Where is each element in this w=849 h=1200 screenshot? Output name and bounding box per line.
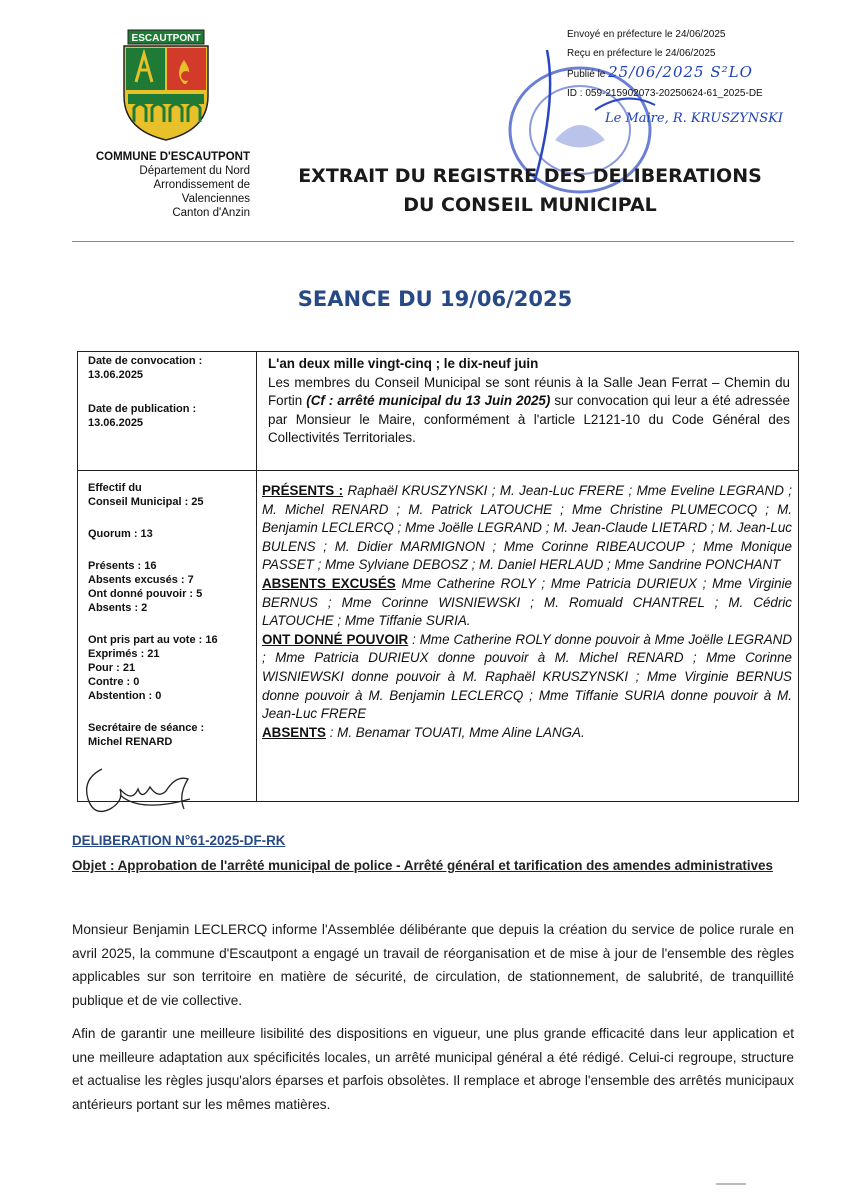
stamp-published-handwritten: 25/06/2025 S²LO	[608, 63, 753, 81]
commune-name: COMMUNE D'ESCAUTPONT	[95, 151, 250, 163]
stamp-published	[567, 63, 763, 84]
convocation-label: Date de convocation :	[88, 355, 203, 367]
commune-line: Canton d'Anzin	[172, 207, 250, 219]
objet-text: Approbation de l'arrêté municipal de police - Arrêté général et tarification des amendes administratives	[114, 858, 773, 873]
deliberation-number: DELIBERATION N°61-2025-DF-RK	[72, 833, 286, 848]
quorum: Quorum : 13	[88, 528, 153, 540]
header-divider	[72, 241, 794, 242]
stamp-published-label: Publié le	[567, 69, 606, 80]
commune-line: Département du Nord	[139, 165, 250, 177]
secretaire-name: Michel RENARD	[88, 736, 173, 748]
session-date-text: L'an deux mille vingt-cinq ; le dix-neuf juin	[268, 356, 539, 371]
body-paragraph-1: Monsieur Benjamin LECLERCQ informe l'Assemblée délibérante que depuis la création du service de police rurale en avril 2025, la commune d'Escautpont a engagé un travail de réorganisation et de mise à jour de l'ensemble des règles applicables sur son territoire en matière de sécurité, de circulation, de stationnement, de salubrité, de tranquillité publique et de vie collective.	[72, 922, 794, 1008]
objet-label: Objet :	[72, 858, 115, 873]
stamp-sent: Envoyé en préfecture le 24/06/2025	[567, 29, 726, 40]
publication-label: Date de publication :	[88, 403, 197, 415]
table-row-divider	[78, 470, 798, 471]
document-title	[270, 162, 790, 220]
presents-count: Présents : 16	[88, 560, 157, 572]
body-paragraph-2: Afin de garantir une meilleure lisibilité des dispositions en vigueur, une plus grande efficacité dans leur application et une meilleure adaptation aux spécificités locales, un arrêté municipal général a été rédigé. Celui-ci regroupe, structure et actualise les règles jusqu'alors éparses et parfois obsolètes. Il remplace et abroge l'ensemble des arrêtés municipaux antérieurs portant sur les mêmes matières.	[72, 1026, 794, 1112]
stamp-received: Reçu en préfecture le 24/06/2025	[567, 48, 716, 59]
abstention-count: Abstention : 0	[88, 690, 162, 702]
prefecture-stamp	[567, 25, 763, 103]
convocation-date: 13.06.2025	[88, 369, 144, 381]
commune-crest	[118, 30, 214, 142]
seal-handwritten: Le Maire, R. KRUSZYNSKI	[605, 111, 784, 126]
effectif-value: Conseil Municipal : 25	[88, 496, 204, 508]
effectif-label: Effectif du	[88, 482, 142, 494]
attendance-text	[262, 482, 792, 742]
page-mark	[716, 1183, 746, 1185]
title-line-1: EXTRAIT DU REGISTRE DES DELIBERATIONS	[298, 165, 762, 187]
commune-line: Arrondissement de	[153, 179, 250, 191]
publication-date: 13.06.2025	[88, 417, 144, 429]
absents-list: : M. Benamar TOUATI, Mme Aline LANGA.	[326, 724, 585, 740]
arrete-reference: (Cf : arrêté municipal du 13 Juin 2025)	[306, 393, 551, 409]
secretaire-label: Secrétaire de séance :	[88, 722, 205, 734]
excuses-label: ABSENTS EXCUSÉS	[262, 575, 396, 591]
excuses-paragraph	[262, 575, 792, 631]
session-intro-text: Les membres du Conseil Municipal se sont réunis à la Salle Jean Ferrat – Chemin du Fortin (Cf : arrêté municipal du 13 Juin 2025) sur convocation qui leur a été adressée par Monsieur le Maire, conformément à l'article L2121-10 du Code Général des Collectivités Territoriales.	[268, 374, 790, 446]
pouvoir-count: Ont donné pouvoir : 5	[88, 588, 203, 600]
stamp-id: ID : 059-215902073-20250624-61_2025-DE	[567, 88, 763, 99]
deliberation-objet	[72, 857, 794, 875]
vote-count: Ont pris part au vote : 16	[88, 634, 218, 646]
pouvoir-paragraph	[262, 631, 792, 724]
commune-line: Valenciennes	[181, 193, 250, 205]
counts-cell	[88, 481, 258, 749]
presents-label: PRÉSENTS :	[262, 483, 344, 498]
secretary-signature	[80, 765, 210, 820]
crest-banner-text: ESCAUTPONT	[131, 33, 201, 44]
absents-label: ABSENTS	[262, 724, 326, 740]
excuses-list: Mme Catherine ROLY ; Mme Patricia DURIEUX ; Mme Virginie BERNUS ; Mme Corinne WISNIEWSKI ; M. Romuald CHANTREL ; M. Cédric LATOUCHE ; Mme Tiffanie SURIA.	[262, 575, 792, 629]
presents-paragraph	[262, 482, 792, 575]
presents-list: Raphaël KRUSZYNSKI ; M. Jean-Luc FRERE ; Mme Eveline LEGRAND ; M. Michel RENARD ; M. Patrick LATOUCHE ; Mme Christine PLUMECOCQ ; M. Benjamin LECLERCQ ; Mme Joëlle LEGRAND ; M. Jean-Claude LIETARD ; M. Jean-Luc BULENS ; M. Didier MARMIGNON ; Mme Corinne RIBEAUCOUP ; Mme Monique PASSET ; Mme Sylviane DEBOSZ ; M. Daniel HERLAUD ; Mme Sandrine PONCHANT	[262, 483, 793, 573]
contre-count: Contre : 0	[88, 676, 140, 688]
pouvoir-list: : Mme Catherine ROLY donne pouvoir à Mme Joëlle LEGRAND ; Mme Patricia DURIEUX donne pouvoir à M. Michel RENARD ; Mme Corinne WISNIEWSKI donne pouvoir à M. Raphaël KRUSZYNSKI ; Mme Virginie BERNUS donne pouvoir à M. Benjamin LECLERCQ ; Mme Tiffanie SURIA donne pouvoir à M. Jean-Luc FRERE	[262, 631, 792, 722]
absents-excuses-count: Absents excusés : 7	[88, 574, 194, 586]
seance-heading: SEANCE DU 19/06/2025	[297, 287, 573, 311]
exprimes-count: Exprimés : 21	[88, 648, 160, 660]
dates-cell	[88, 354, 258, 430]
absents-paragraph	[262, 724, 792, 743]
commune-block	[70, 150, 250, 220]
pouvoir-label: ONT DONNÉ POUVOIR	[262, 631, 409, 647]
pour-count: Pour : 21	[88, 662, 136, 674]
session-intro	[268, 355, 790, 448]
absents-count: Absents : 2	[88, 602, 148, 614]
title-line-2: DU CONSEIL MUNICIPAL	[403, 194, 657, 216]
